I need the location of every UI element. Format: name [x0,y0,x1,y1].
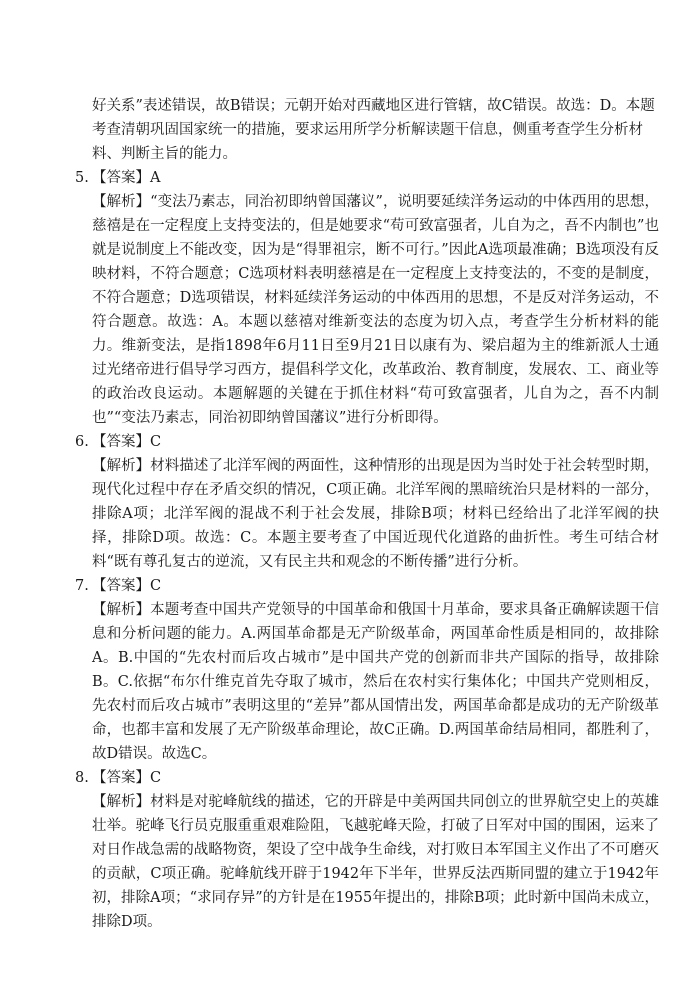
question-item-7 [75,574,659,766]
question-item-5 [75,166,659,430]
answer-line: 【答案】A [92,170,161,186]
analysis-paragraph: 【解析】“变法乃素志，同治初即纳曾国藩议”，说明要延续洋务运动的中体西用的思想，慈禧是在一定程度上支持变法的，但是她要求“苟可致富强者，儿自为之，吾不内制也”也就是说制度上不能改变，因为是“得罪祖宗，断不可行。”因此A选项最准确；B选项没有反映材料，不符合题意；C选项材料表明慈禧是在一定程度上支持变法的，不变的是制度，不符合题意；D选项错误，材料延续洋务运动的中体西用的思想，不是反对洋务运动，不符合题意。故选：A。本题以慈禧对维新变法的态度为切入点，考查学生分析材料的能力。维新变法，是指1898年6月11日至9月21日以康有为、梁启超为主的维新派人士通过光绪帝进行倡导学习西方，提倡科学文化，改革政治、教育制度，发展农、工、商业等的政治改良运动。本题解题的关键在于抓住材料“苟可致富强者，儿自为之，吾不内制也”“变法乃素志，同治初即纳曾国藩议”进行分析即得。 [92,194,659,426]
answer-line: 【答案】C [92,770,162,786]
question-number: 7. [75,578,89,594]
analysis-paragraph: 【解析】材料是对驼峰航线的描述，它的开辟是中美两国共同创立的世界航空史上的英雄壮举。驼峰飞行员克服重重艰难险阻，飞越驼峰天险，打破了日军对中国的围困，运来了对日作战急需的战略物资，架设了空中战争生命线，对打败日本军国主义作出了不可磨灭的贡献，C项正确。驼峰航线开辟于1942年下半年，世界反法西斯同盟的建立于1942年初，排除A项；“求同存异”的方针是在1955年提出的，排除B项；此时新中国尚未成立，排除D项。 [92,794,659,930]
question-item-6 [75,430,659,574]
question-item-8 [75,766,659,934]
continuation-paragraph: 好关系”表述错误，故B错误；元朝开始对西藏地区进行管辖，故C错误。故选：D。本题考查清朝巩固国家统一的措施，要求运用所学分析解读题干信息，侧重考查学生分析材料、判断主旨的能力。 [92,98,655,162]
question-number: 8. [75,770,89,786]
analysis-paragraph: 【解析】本题考查中国共产党领导的中国革命和俄国十月革命，要求具备正确解读题干信息和分析问题的能力。A.两国革命都是无产阶级革命，两国革命性质是相同的，故排除A。B.中国的“先农村而后攻占城市”是中国共产党的创新而非共产国际的指导，故排除B。C.依据“布尔什维克首先夺取了城市，然后在农村实行集体化；中国共产党则相反，先农村而后攻占城市”表明这里的“差异”都从国情出发，两国革命都是成功的无产阶级革命，也都丰富和发展了无产阶级革命理论，故C正确。D.两国革命结局相同，都胜利了，故D错误。故选C。 [92,602,659,762]
answer-line: 【答案】C [92,434,162,450]
analysis-paragraph: 【解析】材料描述了北洋军阀的两面性，这种情形的出现是因为当时处于社会转型时期，现代化过程中存在矛盾交织的情况，C项正确。北洋军阀的黑暗统治只是材料的一部分，排除A项；北洋军阀的混战不利于社会发展，排除B项；材料已经给出了北洋军阀的抉择，排除D项。故选：C。本题主要考查了中国近现代化道路的曲折性。考生可结合材料“既有尊孔复古的逆流，又有民主共和观念的不断传播”进行分析。 [92,458,659,570]
question-number: 6. [75,434,89,450]
question-number: 5. [75,170,89,186]
answer-line: 【答案】C [92,578,162,594]
